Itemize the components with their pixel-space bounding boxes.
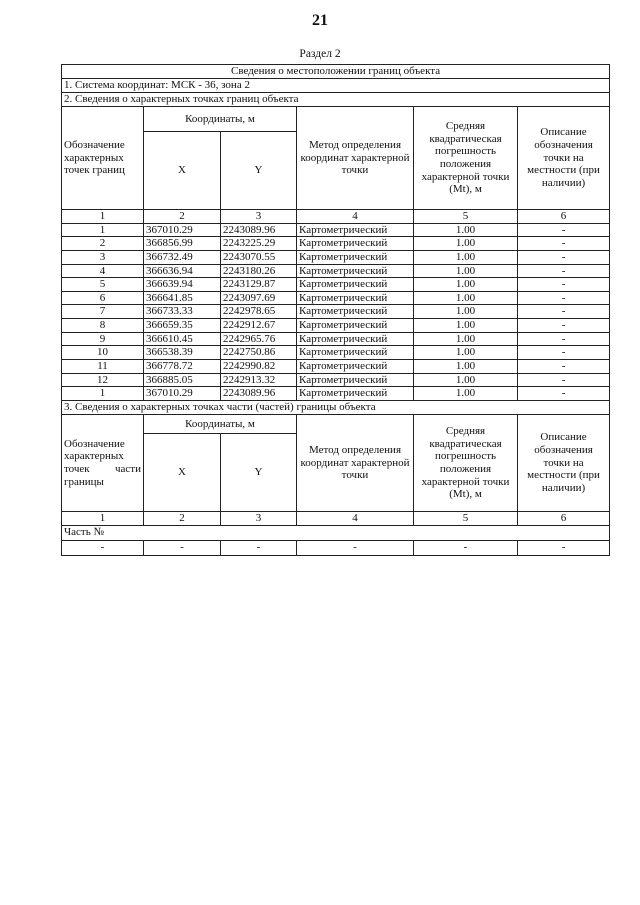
point-x: 366856.99: [144, 237, 221, 251]
point-mt: 1.00: [414, 387, 518, 401]
point-method: Картометрический: [297, 291, 414, 305]
point-x: 366641.85: [144, 291, 221, 305]
column-number: 2: [144, 210, 221, 224]
part2-title: 2. Сведения о характерных точках границ объекта: [62, 93, 610, 107]
point-mt: 1.00: [414, 250, 518, 264]
point-number: 1: [62, 387, 144, 401]
point-mt: 1.00: [414, 237, 518, 251]
point-x: 366636.94: [144, 264, 221, 278]
boundary-table: [61, 64, 610, 556]
point-y: 2242913.32: [221, 373, 297, 387]
point-method: Картометрический: [297, 278, 414, 292]
point-x: 366733.33: [144, 305, 221, 319]
point-number: 2: [62, 237, 144, 251]
point-number: 12: [62, 373, 144, 387]
empty-cell: -: [297, 540, 414, 555]
point-x: 366732.49: [144, 250, 221, 264]
column-number: 5: [414, 210, 518, 224]
header-coords-part: Координаты, м: [144, 414, 297, 433]
point-mt: 1.00: [414, 332, 518, 346]
column-number: 2: [144, 511, 221, 525]
table-title: Сведения о местоположении границ объекта: [62, 65, 610, 79]
header-description: Описание обозначения точки на местности (при наличии): [518, 107, 610, 210]
table-row: [62, 360, 610, 374]
column-number: 6: [518, 210, 610, 224]
point-mt: 1.00: [414, 360, 518, 374]
table-row: [62, 291, 610, 305]
header-method: Метод определения координат характерной точки: [297, 107, 414, 210]
header-y: Y: [221, 132, 297, 210]
point-y: 2243089.96: [221, 223, 297, 237]
point-method: Картометрический: [297, 346, 414, 360]
column-number: 5: [414, 511, 518, 525]
point-desc: -: [518, 319, 610, 333]
point-number: 8: [62, 319, 144, 333]
header-error-part: Средняя квадратическая погрешность положения характерной точки (Mt), м: [414, 414, 518, 511]
point-method: Картометрический: [297, 319, 414, 333]
point-desc: -: [518, 237, 610, 251]
point-desc: -: [518, 373, 610, 387]
table-row: [62, 305, 610, 319]
table-row: [62, 346, 610, 360]
column-number: 1: [62, 210, 144, 224]
point-desc: -: [518, 250, 610, 264]
section-label: Раздел 2: [299, 48, 341, 60]
header-x-part: X: [144, 433, 221, 511]
point-number: 11: [62, 360, 144, 374]
header-method-part: Метод определения координат характерной точки: [297, 414, 414, 511]
table-row: [62, 250, 610, 264]
column-number: 3: [221, 511, 297, 525]
point-mt: 1.00: [414, 373, 518, 387]
column-number: 4: [297, 511, 414, 525]
coord-system: 1. Система координат: МСК - 36, зона 2: [62, 79, 610, 93]
point-number: 9: [62, 332, 144, 346]
table-row: [62, 373, 610, 387]
table-row: [62, 387, 610, 401]
empty-cell: -: [414, 540, 518, 555]
column-number: 6: [518, 511, 610, 525]
point-desc: -: [518, 278, 610, 292]
point-y: 2242912.67: [221, 319, 297, 333]
point-y: 2243070.55: [221, 250, 297, 264]
table-row: [62, 278, 610, 292]
point-y: 2242978.65: [221, 305, 297, 319]
header-x: X: [144, 132, 221, 210]
empty-cell: -: [144, 540, 221, 555]
header-error: Средняя квадратическая погрешность положения характерной точки (Mt), м: [414, 107, 518, 210]
point-method: Картометрический: [297, 332, 414, 346]
table-row: [62, 332, 610, 346]
point-y: 2243097.69: [221, 291, 297, 305]
header-description-part: Описание обозначения точки на местности (при наличии): [518, 414, 610, 511]
empty-cell: -: [62, 540, 144, 555]
point-y: 2243089.96: [221, 387, 297, 401]
point-desc: -: [518, 291, 610, 305]
point-mt: 1.00: [414, 305, 518, 319]
point-mt: 1.00: [414, 223, 518, 237]
table-row: [62, 237, 610, 251]
table-row: [62, 540, 610, 555]
point-y: 2242965.76: [221, 332, 297, 346]
point-method: Картометрический: [297, 250, 414, 264]
column-number: 4: [297, 210, 414, 224]
point-number: 3: [62, 250, 144, 264]
point-method: Картометрический: [297, 237, 414, 251]
table-row: [62, 264, 610, 278]
column-number: 3: [221, 210, 297, 224]
point-mt: 1.00: [414, 264, 518, 278]
point-method: Картометрический: [297, 223, 414, 237]
part-label: Часть №: [62, 525, 610, 540]
point-desc: -: [518, 360, 610, 374]
header-y-part: Y: [221, 433, 297, 511]
column-number: 1: [62, 511, 144, 525]
point-method: Картометрический: [297, 264, 414, 278]
point-desc: -: [518, 332, 610, 346]
point-number: 5: [62, 278, 144, 292]
point-x: 366538.39: [144, 346, 221, 360]
point-y: 2242990.82: [221, 360, 297, 374]
point-method: Картометрический: [297, 373, 414, 387]
point-x: 366885.05: [144, 373, 221, 387]
header-coords: Координаты, м: [144, 107, 297, 132]
table-row: [62, 223, 610, 237]
point-y: 2243225.29: [221, 237, 297, 251]
point-y: 2243180.26: [221, 264, 297, 278]
point-mt: 1.00: [414, 346, 518, 360]
point-desc: -: [518, 305, 610, 319]
empty-cell: -: [518, 540, 610, 555]
point-desc: -: [518, 223, 610, 237]
point-method: Картометрический: [297, 305, 414, 319]
point-number: 1: [62, 223, 144, 237]
point-desc: -: [518, 264, 610, 278]
point-y: 2242750.86: [221, 346, 297, 360]
page-number: 21: [312, 12, 328, 29]
point-desc: -: [518, 346, 610, 360]
point-number: 7: [62, 305, 144, 319]
point-method: Картометрический: [297, 387, 414, 401]
point-x: 367010.29: [144, 387, 221, 401]
point-y: 2243129.87: [221, 278, 297, 292]
point-x: 366659.35: [144, 319, 221, 333]
point-mt: 1.00: [414, 291, 518, 305]
point-x: 366610.45: [144, 332, 221, 346]
point-mt: 1.00: [414, 319, 518, 333]
point-x: 367010.29: [144, 223, 221, 237]
point-x: 366639.94: [144, 278, 221, 292]
point-number: 10: [62, 346, 144, 360]
point-x: 366778.72: [144, 360, 221, 374]
table-row: [62, 319, 610, 333]
point-mt: 1.00: [414, 278, 518, 292]
point-method: Картометрический: [297, 360, 414, 374]
part3-title: 3. Сведения о характерных точках части (частей) границы объекта: [62, 400, 610, 414]
point-number: 4: [62, 264, 144, 278]
header-point-label-part: Обозначение характерных точек части границы: [62, 414, 144, 511]
point-number: 6: [62, 291, 144, 305]
header-point-label: Обозначение характерных точек границ: [62, 107, 144, 210]
empty-cell: -: [221, 540, 297, 555]
point-desc: -: [518, 387, 610, 401]
